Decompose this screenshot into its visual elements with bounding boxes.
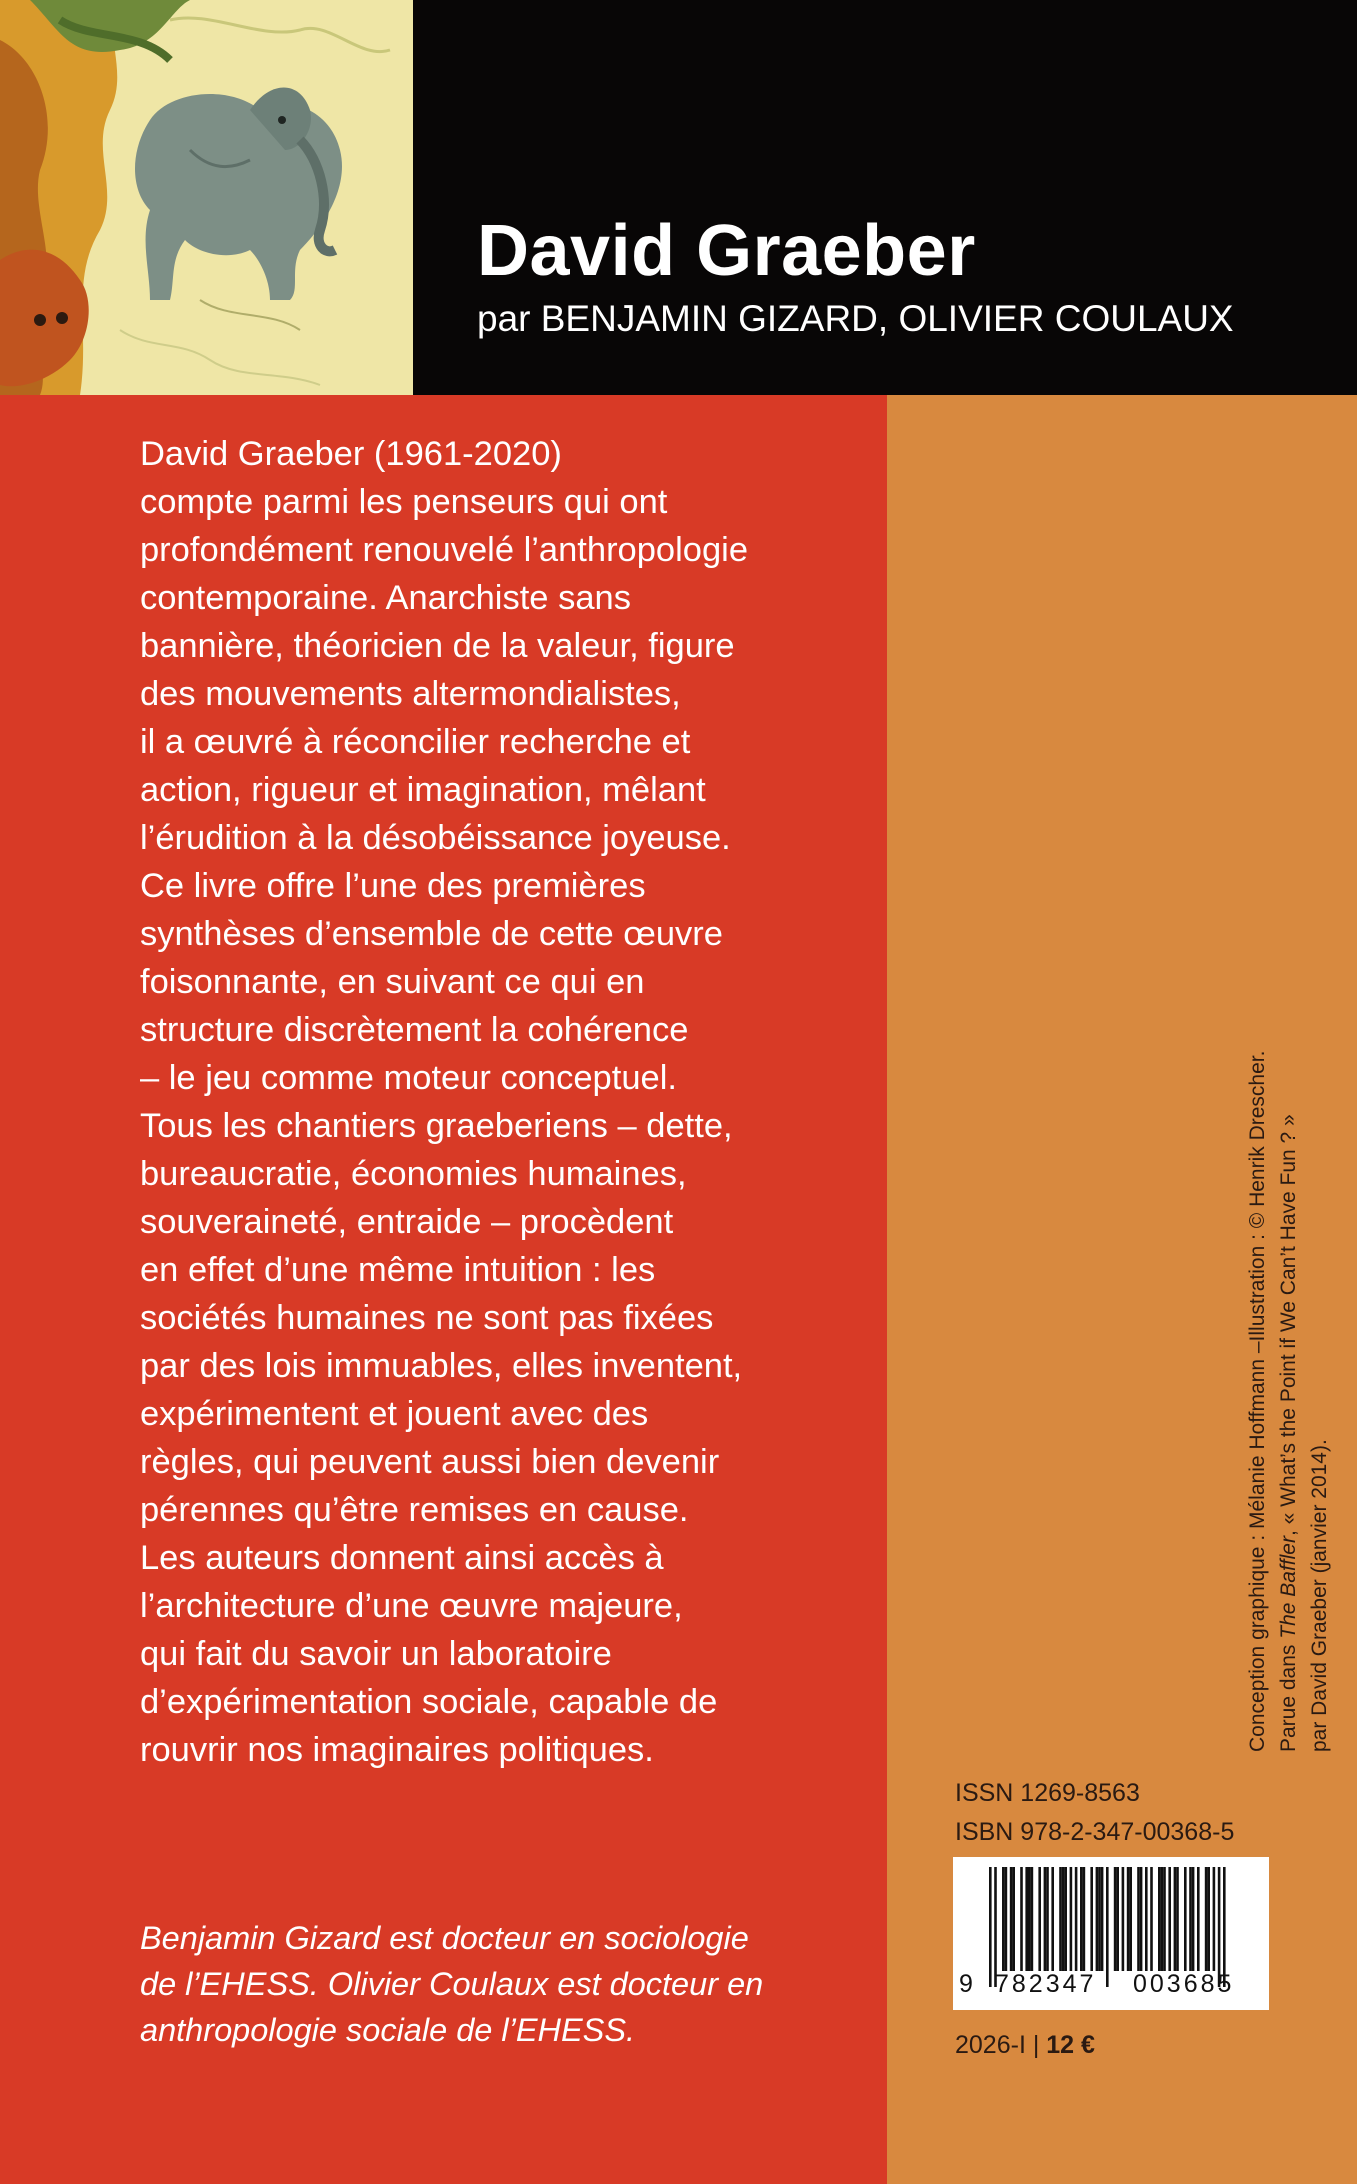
blurb-line: compte parmi les penseurs qui ont [140,483,668,521]
blurb-line: sociétés humaines ne sont pas fixées [140,1299,714,1337]
blurb-line: profondément renouvelé l’anthropologie [140,531,749,569]
issn-number: ISSN 1269-8563 [955,1779,1140,1807]
barcode-bar [1098,1867,1101,1971]
credits-line-3: par David Graeber (janvier 2014). [1308,1439,1331,1752]
barcode-bar [1213,1867,1216,1971]
blurb-line: en effet d’une même intuition : les [140,1251,656,1289]
blurb-line: bannière, théoricien de la valeur, figure [140,627,735,665]
blurb-line: Ce livre offre l’une des premières [140,867,646,905]
barcode-bar [1197,1867,1200,1971]
barcode-bar [1137,1867,1140,1971]
barcode-bar [1192,1867,1195,1971]
blurb-line: Tous les chantiers graeberiens – dette, [140,1107,733,1145]
blurb-line: qui fait du savoir un laboratoire [140,1635,612,1673]
barcode-bar [1010,1867,1013,1971]
isbn-barcode [953,1857,1269,2010]
credits-publication: The Baffler [1277,1536,1300,1639]
about-authors [140,1915,860,2053]
barcode-bar [1090,1867,1093,1971]
barcode-bar [1145,1867,1148,1971]
barcode-right-group: 003685 [1133,1970,1235,1998]
blurb-line: souveraineté, entraide – procèdent [140,1203,674,1241]
barcode-bar [1114,1867,1117,1971]
barcode-bar [1174,1867,1177,1971]
blurb-line: expérimentent et jouent avec des [140,1395,649,1433]
barcode-bar [1059,1867,1062,1971]
about-line: de l’EHESS. Olivier Coulaux est docteur en [140,1966,764,2002]
barcode-bar [1028,1867,1031,1971]
illustration-art [0,0,413,395]
blurb-line: l’érudition à la désobéissance joyeuse. [140,819,731,857]
cover-illustration [0,0,413,395]
blurb-line: Les auteurs donnent ainsi accès à [140,1539,664,1577]
barcode-bar [1122,1867,1125,1971]
barcode-bar [994,1867,997,1987]
barcode-bar [1046,1867,1049,1971]
barcode-bar [1044,1867,1047,1971]
blurb-line: David Graeber (1961-2020) [140,435,562,473]
barcode-bar [1020,1867,1023,1971]
barcode-bar [1025,1867,1028,1971]
back-cover-blurb [140,430,860,1774]
barcode-bar [1062,1867,1065,1971]
blurb-line: d’expérimentation sociale, capable de [140,1683,718,1721]
price-line [955,2031,1095,2060]
credits-line-2 [1273,922,1304,1752]
blurb-line: il a œuvré à réconcilier recherche et [140,723,691,761]
barcode-left-group: 782347 [995,1970,1097,1998]
barcode-bar [1064,1867,1067,1971]
barcode-bar [1080,1867,1083,1971]
barcode-bar [1161,1867,1164,1971]
blurb-line: – le jeu comme moteur conceptuel. [140,1059,677,1097]
blurb-line: règles, qui peuvent aussi bien devenir [140,1443,720,1481]
barcode-bar [1101,1867,1104,1971]
barcode-bar [1168,1867,1171,1971]
barcode-bar [1207,1867,1210,1971]
barcode-bar [1150,1867,1153,1971]
blurb-line: synthèses d’ensemble de cette œuvre [140,915,723,953]
barcode-bar [1158,1867,1161,1971]
barcode-bar [1038,1867,1041,1971]
blurb-line: l’architecture d’une œuvre majeure, [140,1587,683,1625]
blurb-line: foisonnante, en suivant ce qui en [140,963,645,1001]
credits-line-1: Conception graphique : Mélanie Hoffmann –Illustration : © Henrik Drescher. [1246,1050,1269,1752]
credits-suffix: , « What’s the Point if We Can’t Have Fun ? » [1277,1114,1300,1537]
barcode-bar [1083,1867,1086,1971]
barcode-bar [1005,1867,1008,1971]
barcode-bar [1129,1867,1132,1971]
barcode-bar [1012,1867,1015,1971]
edition-code: 2026-I | [955,2031,1047,2059]
barcode-bar [1184,1867,1187,1971]
design-credits [1242,922,1335,1752]
book-authors: par BENJAMIN GIZARD, OLIVIER COULAUX [477,298,1234,339]
barcode-bar [1140,1867,1143,1971]
barcode-bar [1176,1867,1179,1971]
barcode-digits [953,1970,1269,2004]
barcode-bar [1189,1867,1192,1971]
barcode-bar [1070,1867,1073,1971]
blurb-line: par des lois immuables, elles inventent, [140,1347,743,1385]
barcode-bar [1116,1867,1119,1971]
barcode-bar [1106,1867,1109,1987]
blurb-line: pérennes qu’être remises en cause. [140,1491,689,1529]
price-amount: 12 € [1046,2031,1095,2059]
blurb-line: action, rigueur et imagination, mêlant [140,771,706,809]
barcode-bar [1051,1867,1054,1971]
blurb-line: bureaucratie, économies humaines, [140,1155,687,1193]
barcode-bar [1096,1867,1099,1971]
about-line: anthropologie sociale de l’EHESS. [140,2012,636,2048]
barcode-bar [1031,1867,1034,1971]
barcode-bar [1127,1867,1130,1971]
barcode-bar [1223,1867,1226,1987]
isbn-number: ISBN 978-2-347-00368-5 [955,1818,1235,1846]
book-title: David Graeber [477,211,976,291]
credits-prefix: Parue dans [1277,1638,1300,1752]
barcode-lead-digit: 9 [959,1970,973,1998]
blurb-line: rouvrir nos imaginaires politiques. [140,1731,654,1769]
barcode-bar [1218,1867,1221,1987]
about-line: Benjamin Gizard est docteur en sociologie [140,1920,749,1956]
blurb-line: structure discrètement la cohérence [140,1011,689,1049]
blurb-line: des mouvements altermondialistes, [140,675,681,713]
blurb-line: contemporaine. Anarchiste sans [140,579,631,617]
barcode-bar [1205,1867,1208,1971]
barcode-bar [1075,1867,1078,1971]
barcode-bar [989,1867,992,1987]
barcode-bar [1163,1867,1166,1971]
barcode-bar [1002,1867,1005,1971]
